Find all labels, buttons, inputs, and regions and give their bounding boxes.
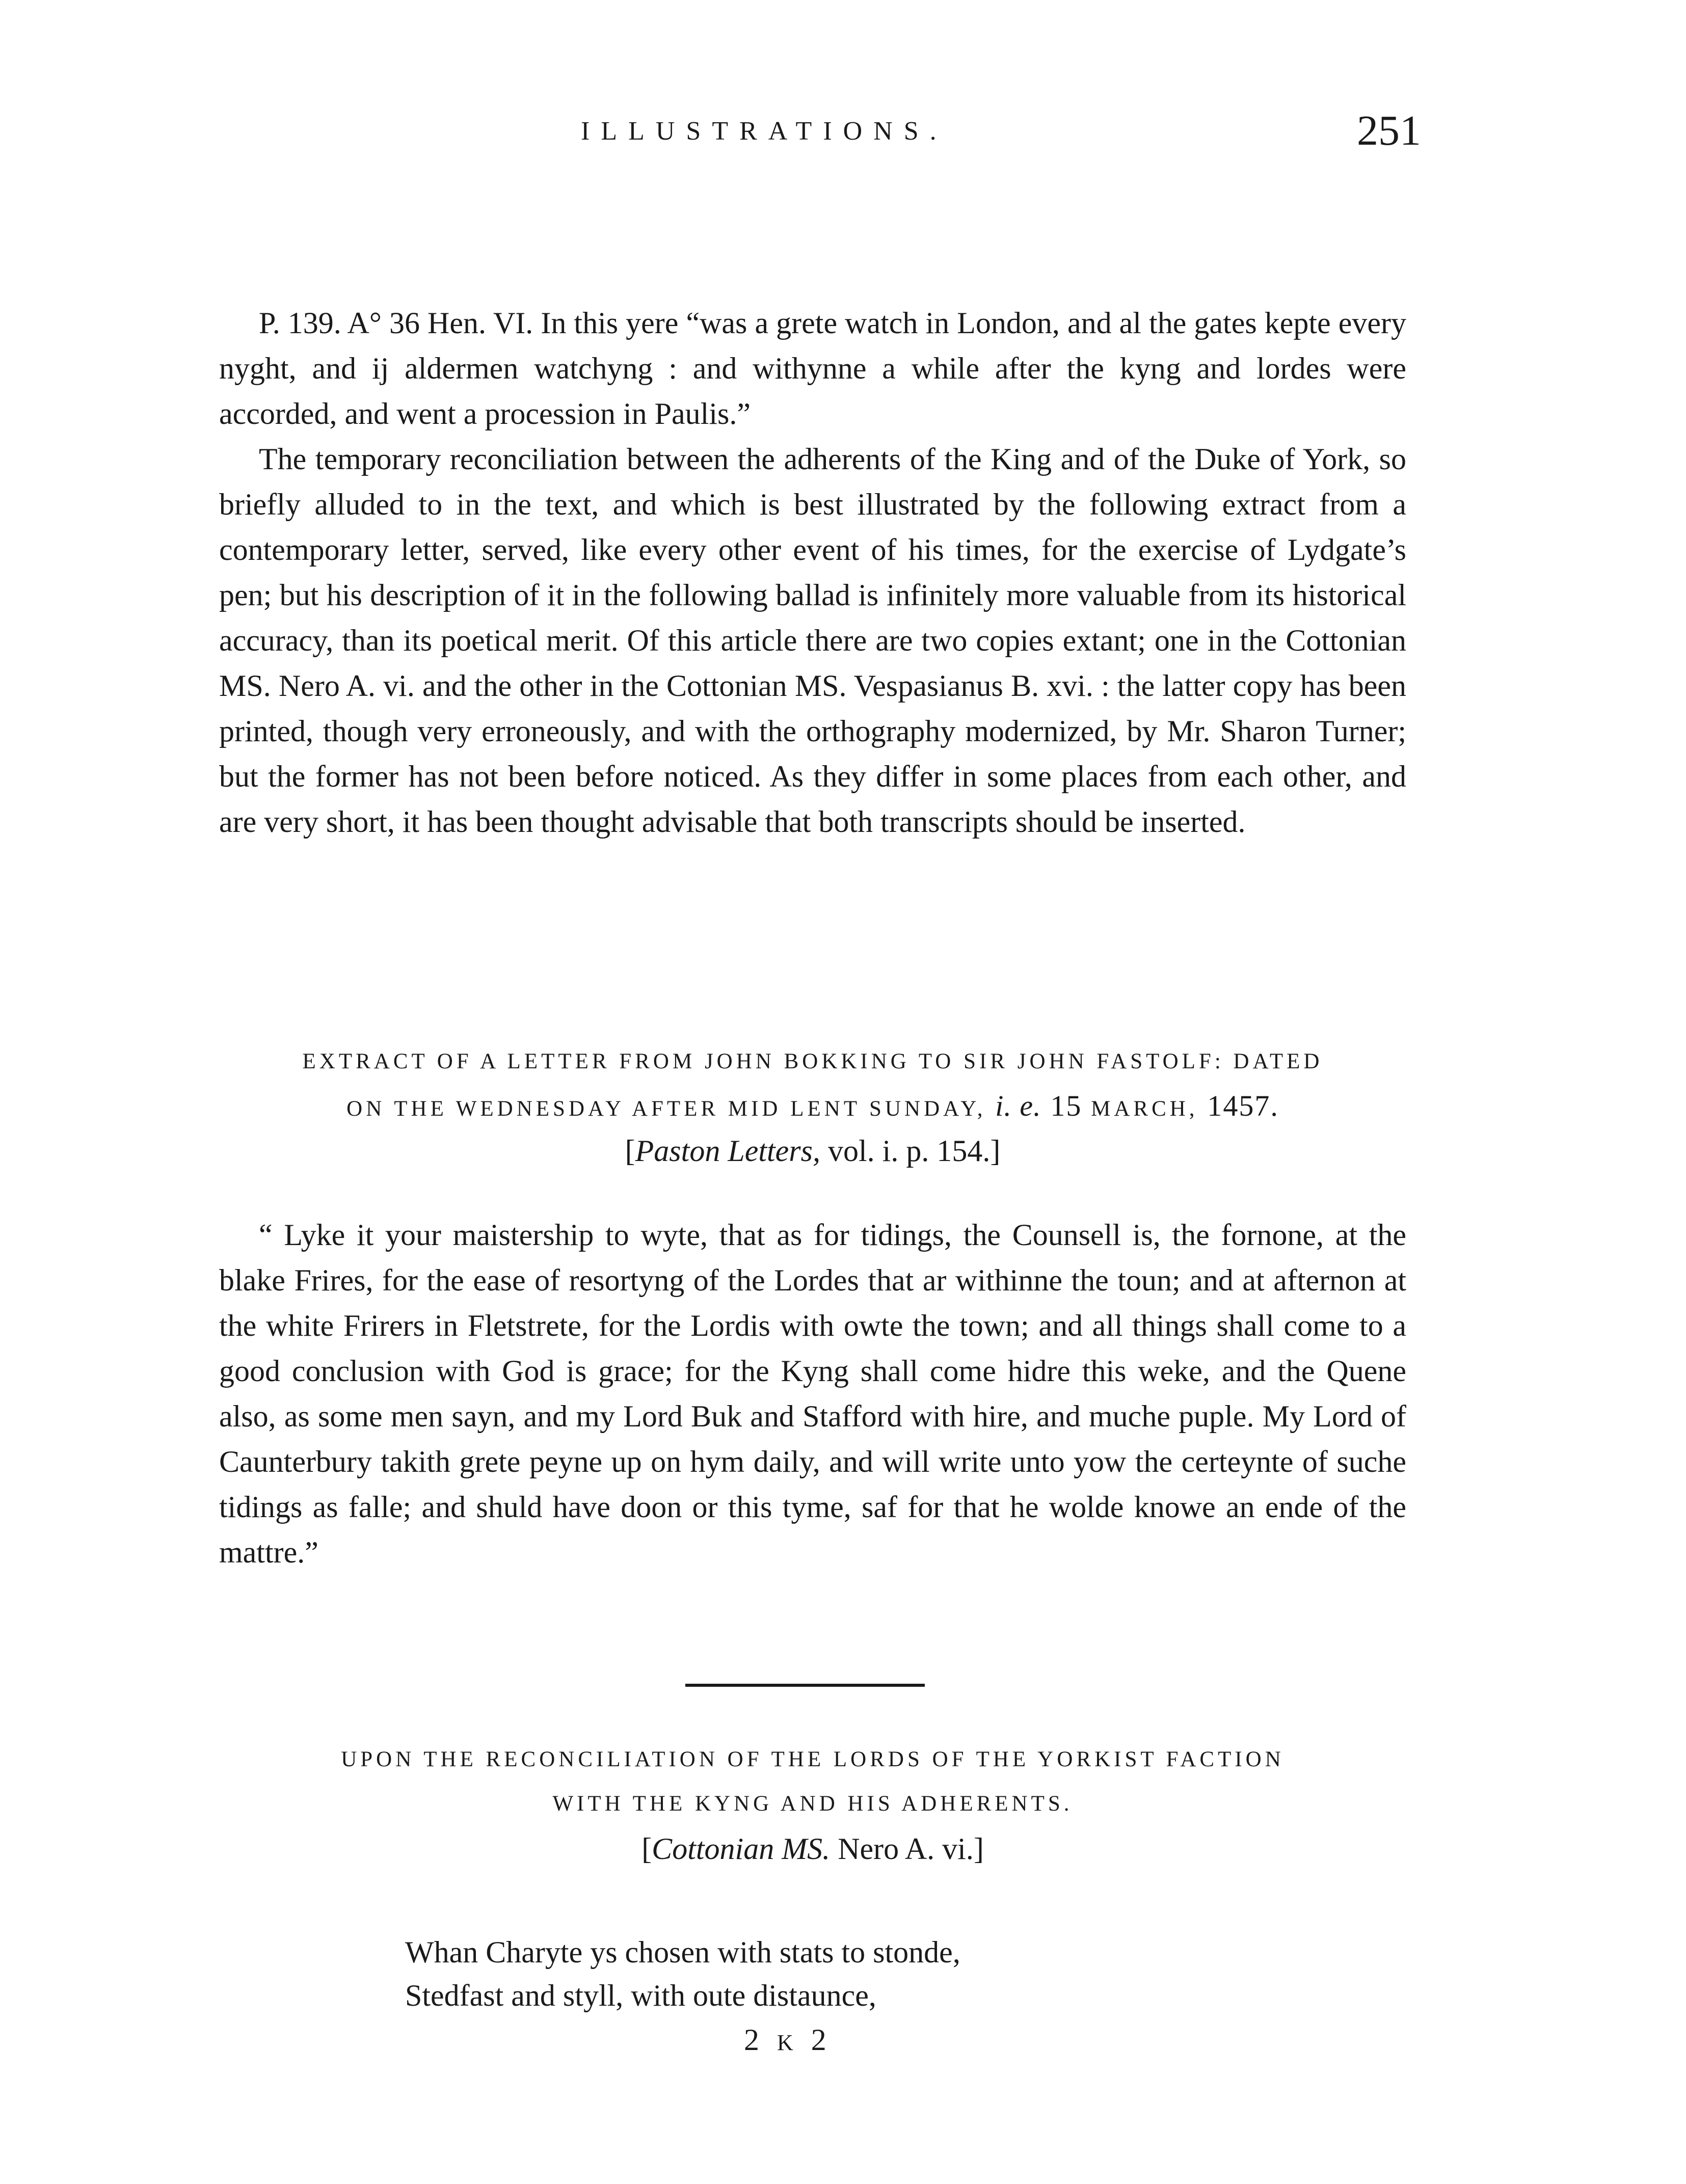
extract-heading-year: 1457. (1207, 1089, 1279, 1122)
page-number: 251 (1357, 107, 1421, 154)
poem-heading-line-1: UPON THE RECONCILIATION OF THE LORDS OF THE YORKIST FACTION (341, 1747, 1284, 1771)
extract-heading-month: MARCH, (1091, 1097, 1198, 1121)
extract-heading-date-text: ON THE WEDNESDAY AFTER MID LENT SUNDAY, (346, 1097, 986, 1121)
poem-citation-ref: Nero A. vi.] (830, 1832, 984, 1866)
extract-heading-line-2 (214, 1084, 1411, 1131)
running-head: ILLUSTRATIONS. (581, 117, 948, 146)
extract-heading-line-1: EXTRACT OF A LETTER FROM JOHN BOKKING TO SIR JOHN FASTOLF: DATED (302, 1049, 1323, 1073)
signature-mark: 2 K 2 (744, 2023, 832, 2057)
extract-heading-day: 15 (1050, 1089, 1082, 1122)
poem-citation: [Cottonian MS. Nero A. vi.] (641, 1832, 984, 1866)
extract-heading-ie: i. e. (995, 1089, 1041, 1122)
poem-heading-line-2: WITH THE KYNG AND HIS ADHERENTS. (552, 1792, 1073, 1816)
extract-citation-title: Paston Letters, (635, 1134, 820, 1168)
poem-verse (405, 1931, 960, 2017)
poem-citation-title: Cottonian MS. (652, 1832, 831, 1866)
poem-heading (214, 1737, 1411, 1826)
verse-line: Whan Charyte ys chosen with stats to stonde, (405, 1935, 960, 1969)
section-divider (685, 1684, 925, 1687)
intro-paragraph-2: The temporary reconciliation between the adherents of the King and of the Duke of York, so briefly alluded to in the text, and which is best illustrated by the following extract from a contemporary letter, served, like every other event of his times, for the exercise of Lydgate’s pen; but his description of it in the following ballad is infinitely more valuable from its historical accuracy, than its poetical merit. Of this article there are two copies extant; one in the Cottonian MS. Nero A. vi. and the other in the Cottonian MS. Vespasianus B. xvi. : the latter copy has been printed, though very erroneously, and with the orthography modernized, by Mr. Sharon Turner; but the former has not been before noticed. As they differ in some places from each other, and are very short, it has been thought advisable that both transcripts should be inserted. (219, 442, 1406, 839)
extract-letter-text: “ Lyke it your maistership to wyte, that as for tidings, the Counsell is, the fornone, at the blake Frires, for the ease of resortyng of the Lordes that ar withinne the toun; and at afternon at the white Frirers in Fletstrete, for the Lordis with owte the town; and all things shall come to a good conclusion with God is grace; for the Kyng shall come hidre this weke, and the Quene also, as some men sayn, and my Lord Buk and Stafford with hire, and muche puple. My Lord of Caunterbury takith grete peyne up on hym daily, and will write unto yow the certeynte of suche tidings as falle; and shuld have doon or this tyme, saf for that he wolde knowe an ende of the mattre.” (219, 1218, 1406, 1569)
extract-heading (214, 1039, 1411, 1131)
intro-paragraph-1: P. 139. A° 36 Hen. VI. In this yere “was a grete watch in London, and al the gates kepte every nyght, and ij aldermen watchyng : and withynne a while after the kyng and lordes were accorded, and went a procession in Paulis.” (219, 306, 1406, 430)
intro-section (219, 301, 1406, 845)
extract-letter (219, 1212, 1406, 1575)
extract-citation-ref: vol. i. p. 154.] (820, 1134, 1001, 1168)
verse-line: Stedfast and styll, with oute distaunce, (405, 1979, 876, 2012)
extract-citation: [Paston Letters, vol. i. p. 154.] (625, 1134, 1001, 1168)
